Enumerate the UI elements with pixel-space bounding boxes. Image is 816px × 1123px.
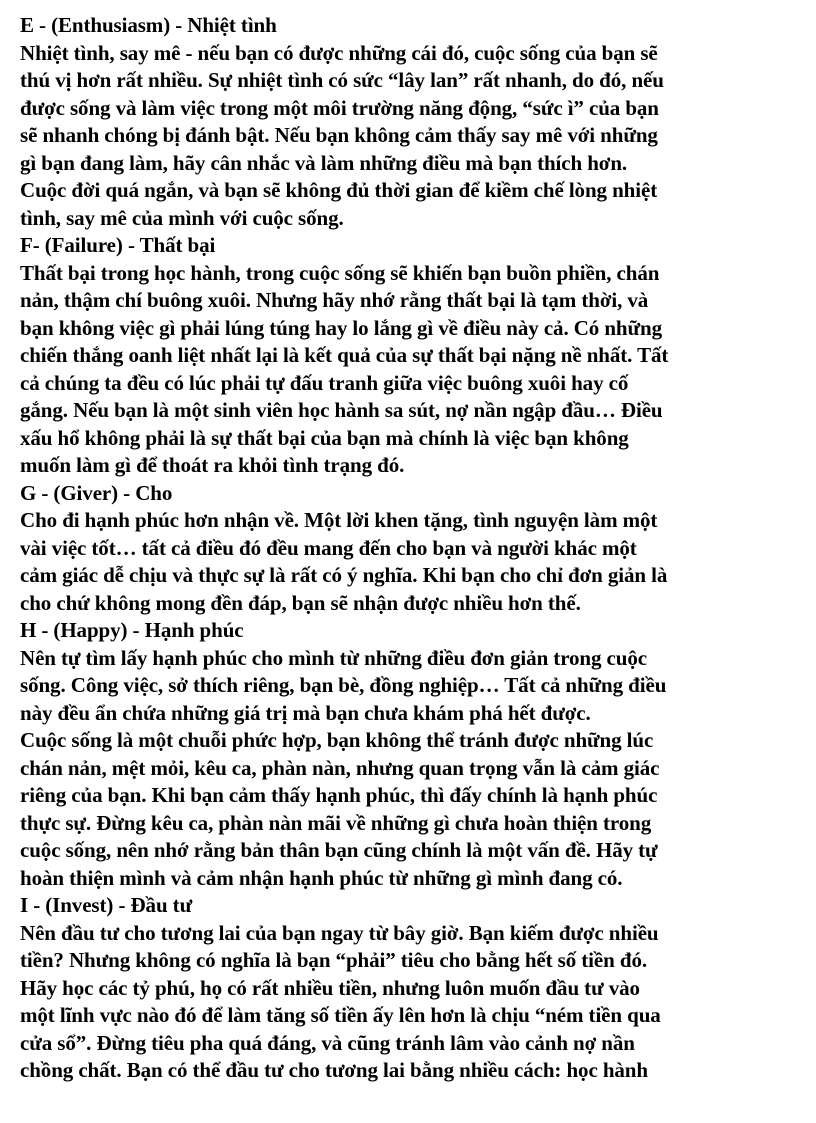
paragraph-line: gắng. Nếu bạn là một sinh viên học hành sa sút, nợ nần ngập đầu… Điều [20, 398, 663, 422]
heading-failure: F- (Failure) - Thất bại [20, 233, 216, 257]
paragraph-line: chiến thắng oanh liệt nhất lại là kết quả của sự thất bại nặng nề nhất. Tất [20, 343, 669, 367]
paragraph-line: tình, say mê của mình với cuộc sống. [20, 205, 344, 230]
paragraph-line: thú vị hơn rất nhiều. Sự nhiệt tình có sức “lây lan” rất nhanh, do đó, nếu [20, 68, 664, 92]
paragraph-line: bạn không việc gì phải lúng túng hay lo lắng gì về điều này cả. Có những [20, 315, 662, 340]
paragraph-line: Cho đi hạnh phúc hơn nhận về. Một lời khen tặng, tình nguyện làm một [20, 508, 658, 532]
paragraph-line: chán nản, mệt mỏi, kêu ca, phàn nàn, nhưng quan trọng vẫn là cảm giác [20, 755, 660, 780]
paragraph-line: này đều ẩn chứa những giá trị mà bạn chưa khám phá hết được. [20, 700, 591, 725]
paragraph-line: cả chúng ta đều có lúc phải tự đấu tranh giữa việc buông xuôi hay cố [20, 370, 629, 395]
paragraph-line: nản, thậm chí buông xuôi. Nhưng hãy nhớ rằng thất bại là tạm thời, và [20, 288, 649, 312]
document-page [20, 12, 800, 1085]
paragraph-line: muốn làm gì để thoát ra khỏi tình trạng đó. [20, 453, 405, 477]
paragraph-line: cho chứ không mong đền đáp, bạn sẽ nhận được nhiều hơn thế. [20, 590, 581, 615]
paragraph-line: Thất bại trong học hành, trong cuộc sống sẽ khiến bạn buồn phiền, chán [20, 260, 660, 285]
paragraph-line: gì bạn đang làm, hãy cân nhắc và làm những điều mà bạn thích hơn. [20, 150, 628, 175]
heading-enthusiasm: E - (Enthusiasm) - Nhiệt tình [20, 13, 277, 37]
paragraph-line: Nên đầu tư cho tương lai của bạn ngay từ bây giờ. Bạn kiếm được nhiều [20, 920, 659, 945]
paragraph-line: cửa sổ”. Đừng tiêu pha quá đáng, và cũng tránh lâm vào cảnh nợ nần [20, 1030, 635, 1055]
paragraph-line: sẽ nhanh chóng bị đánh bật. Nếu bạn không cảm thấy say mê với những [20, 123, 658, 147]
paragraph-line: cảm giác dễ chịu và thực sự là rất có ý nghĩa. Khi bạn cho chỉ đơn giản là [20, 563, 668, 587]
heading-happy: H - (Happy) - Hạnh phúc [20, 618, 244, 642]
paragraph-line: tiền? Nhưng không có nghĩa là bạn “phải” tiêu cho bằng hết số tiền đó. [20, 948, 647, 972]
paragraph-line: một lĩnh vực nào đó để làm tăng số tiền ấy lên hơn là chịu “ném tiền qua [20, 1003, 661, 1027]
paragraph-line: Cuộc sống là một chuỗi phức hợp, bạn không thể tránh được những lúc [20, 728, 654, 752]
paragraph-line: thực sự. Đừng kêu ca, phàn nàn mãi về những gì chưa hoàn thiện trong [20, 810, 652, 835]
heading-invest: I - (Invest) - Đầu tư [20, 893, 193, 917]
paragraph-line: Nhiệt tình, say mê - nếu bạn có được những cái đó, cuộc sống của bạn sẽ [20, 40, 658, 65]
paragraph-line: Nên tự tìm lấy hạnh phúc cho mình từ những điều đơn giản trong cuộc [20, 645, 647, 670]
paragraph-line: vài việc tốt… tất cả điều đó đều mang đến cho bạn và người khác một [20, 535, 637, 560]
paragraph-line: Hãy học các tỷ phú, họ có rất nhiều tiền, nhưng luôn muốn đầu tư vào [20, 975, 640, 1000]
paragraph-line: xấu hổ không phải là sự thất bại của bạn mà chính là việc bạn không [20, 425, 629, 450]
paragraph-line: Cuộc đời quá ngắn, và bạn sẽ không đủ thời gian để kiềm chế lòng nhiệt [20, 178, 658, 202]
paragraph-line: chồng chất. Bạn có thể đầu tư cho tương lai bằng nhiều cách: học hành [20, 1058, 648, 1082]
paragraph-line: hoàn thiện mình và cảm nhận hạnh phúc từ những gì mình đang có. [20, 865, 623, 890]
heading-giver: G - (Giver) - Cho [20, 480, 173, 505]
paragraph-line: được sống và làm việc trong một môi trường năng động, “sức ì” của bạn [20, 95, 659, 120]
paragraph-line: cuộc sống, nên nhớ rằng bản thân bạn cũng chính là một vấn đề. Hãy tự [20, 838, 658, 862]
paragraph-line: sống. Công việc, sở thích riêng, bạn bè, đồng nghiệp… Tất cả những điều [20, 673, 667, 697]
paragraph-line: riêng của bạn. Khi bạn cảm thấy hạnh phúc, thì đấy chính là hạnh phúc [20, 783, 658, 807]
